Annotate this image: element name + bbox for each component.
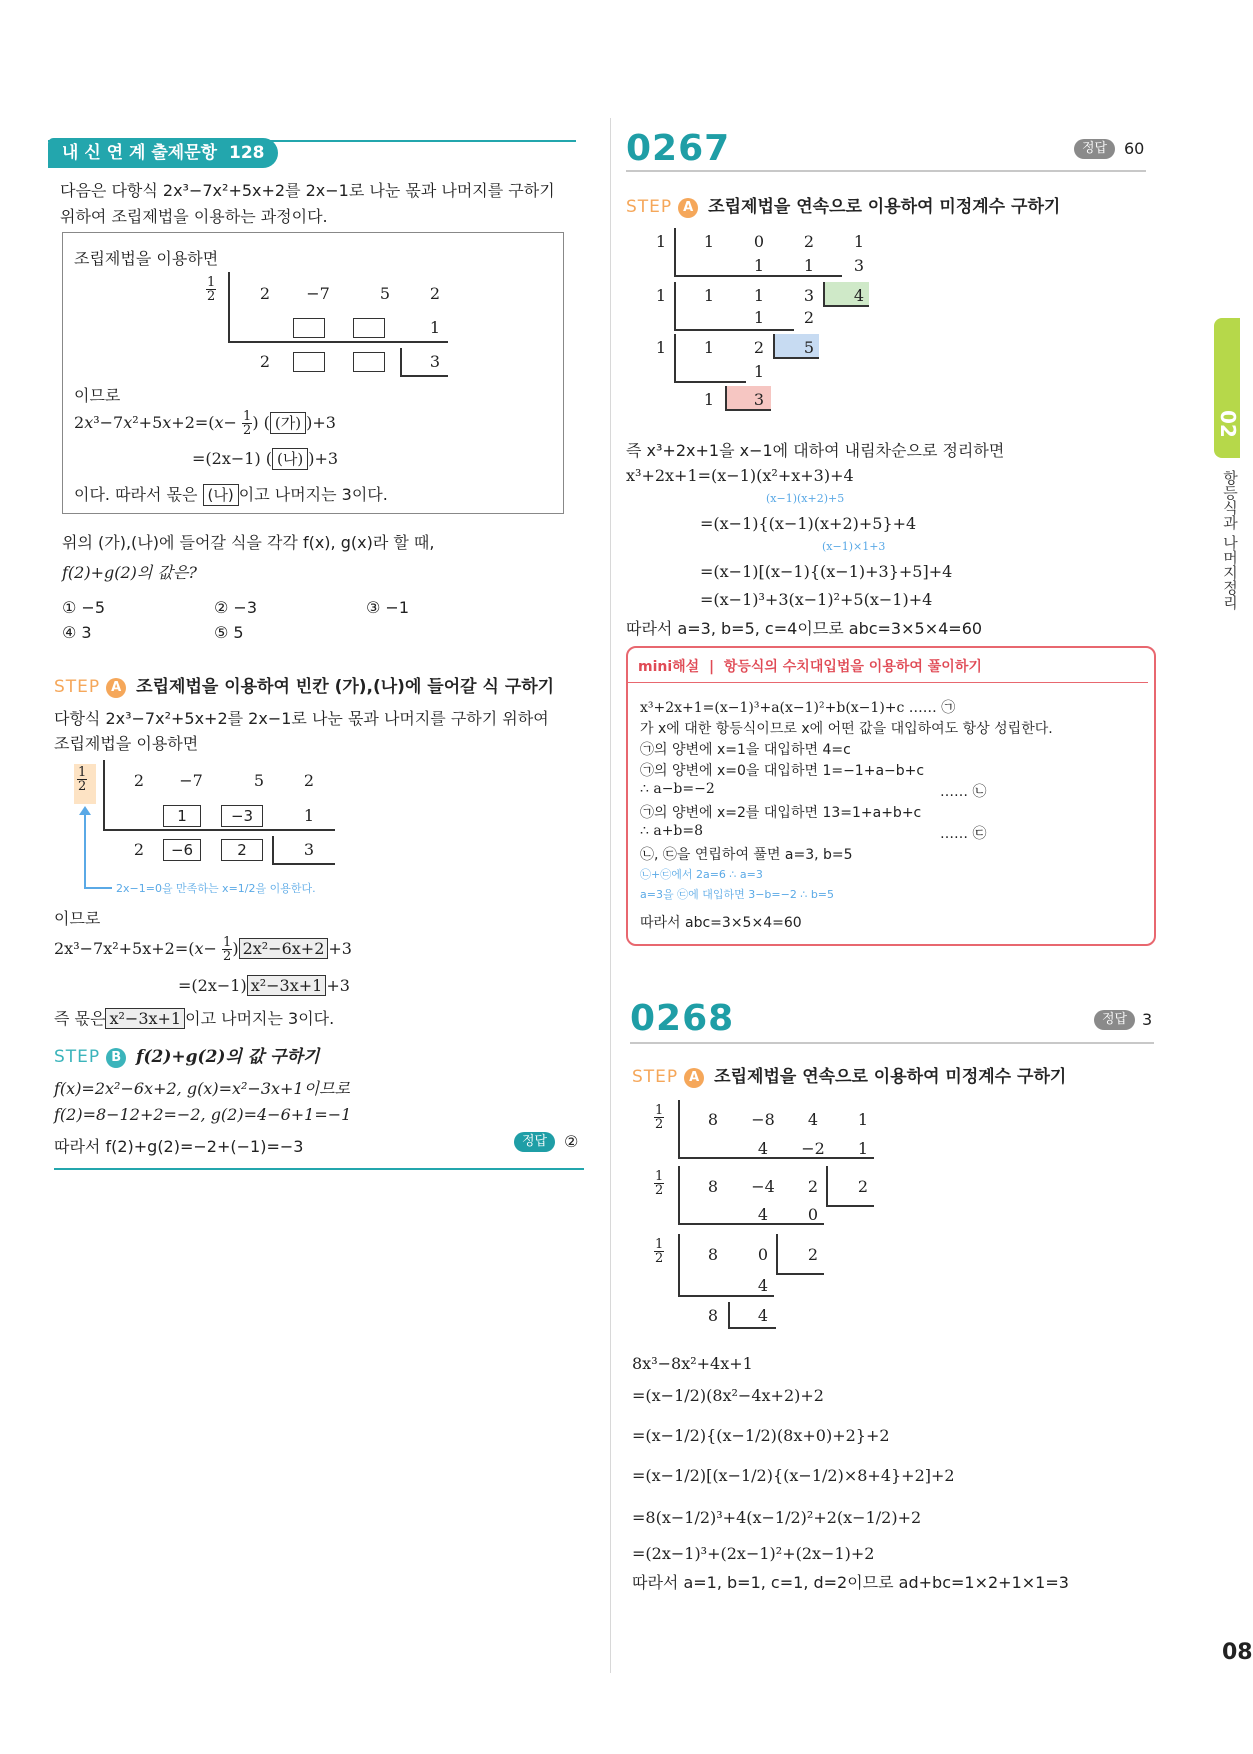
r5-2: 0: [757, 1245, 769, 1264]
e268-6: =(2x−1)³+(2x−1)²+(2x−1)+2: [632, 1544, 875, 1563]
r1-4: 1: [853, 232, 865, 251]
r3-1: 1: [703, 286, 715, 305]
rem-hline: [725, 409, 771, 411]
mini-line-2: 가 x에 대한 항등식이므로 x에 어떤 값을 대입하여도 항상 성립한다.: [640, 721, 1053, 737]
box-blank-cell: [353, 352, 385, 372]
r5-2: 2: [753, 338, 765, 357]
mini-line-1: x³+2x+1=(x−1)³+a(x−1)²+b(x−1)+c …… ㉠: [640, 700, 956, 716]
page-number: 08: [1222, 1640, 1253, 1665]
sa-imuro: 이므로: [54, 909, 101, 928]
div-half-2: $\frac{1}{2}$: [655, 1169, 664, 1198]
r2-1: 4: [757, 1139, 769, 1158]
r7-2: 4: [757, 1306, 769, 1325]
sa-eq1-lhs: 2x³−7x²+5x+2=: [54, 939, 189, 958]
mini-header: mini해설 | 항등식의 수치대입법을 이용하여 풀이하기: [638, 659, 982, 675]
box-eq2-end: )+3: [308, 449, 339, 468]
question-1: 위의 (가),(나)에 들어갈 식을 각각 f(x), g(x)라 할 때,: [62, 533, 435, 552]
div-vline: [678, 1234, 680, 1296]
choice-3[interactable]: ③ −1: [366, 598, 410, 617]
choice-1[interactable]: ① −5: [62, 598, 106, 617]
box-eq-2: [192, 448, 338, 470]
sa-eq2-lhs: =(2x−1): [178, 976, 247, 995]
n267-2: (x−1)(x+2)+5: [766, 492, 845, 505]
rem-hline: [728, 1327, 776, 1329]
box-top-2: −7: [306, 284, 330, 303]
r3-2: −4: [751, 1177, 775, 1196]
r2-2: −2: [801, 1139, 825, 1158]
box-rem-vline: [400, 348, 402, 376]
r5-1: 1: [703, 338, 715, 357]
mini-rule: [628, 682, 1148, 683]
e268-4: =(x−1/2)[(x−1/2){(x−1/2)×8+4}+2]+2: [632, 1466, 955, 1485]
step-b-circle: B: [106, 1048, 126, 1068]
div-hline: [678, 1295, 774, 1297]
r2-2: 1: [803, 256, 815, 275]
r4-2: 0: [807, 1205, 819, 1224]
box-top-3: 5: [379, 284, 391, 303]
div-half-3: $\frac{1}{2}$: [655, 1237, 664, 1266]
rem-hline: [826, 1205, 874, 1207]
box-top-1: 2: [259, 284, 271, 303]
r3-3: 3: [803, 286, 815, 305]
r3-1: 8: [707, 1177, 719, 1196]
source-tag-label: 내 신 연 계 출제문항: [62, 143, 218, 163]
sa-note: 2x−1=0을 만족하는 x=1/2을 이용한다.: [116, 882, 316, 895]
div-hline: [674, 381, 746, 383]
section-end-rule: [54, 1168, 584, 1170]
sa-mid-cell-1: 1: [163, 805, 201, 827]
n267-3: (x−1)×1+3: [822, 540, 886, 553]
sa-top-4: 2: [303, 771, 315, 790]
sa-eq-1: 2x³−7x²+5x+2=(x− $\frac{1}{2}$ ) 2x²−6x+2 +3: [54, 935, 352, 964]
r6-1: 1: [753, 362, 765, 381]
rem-hline: [823, 305, 869, 307]
r1-3: 4: [807, 1110, 819, 1129]
box-remainder: 3: [429, 352, 441, 371]
sa-top-2: −7: [179, 771, 203, 790]
r1-3: 2: [803, 232, 815, 251]
step-label: STEP: [626, 197, 673, 217]
r5-1: 8: [707, 1245, 719, 1264]
header-rule: [626, 170, 1146, 172]
mini-note-1: ㉡+㉢에서 2a=6 ∴ a=3: [640, 868, 763, 881]
sa-bot-cell-3: 2: [221, 839, 263, 861]
step-label: STEP: [632, 1067, 679, 1087]
answer-badge: 정답: [1094, 1010, 1135, 1030]
choice-2[interactable]: ② −3: [214, 598, 258, 617]
step-title: 조립제법을 연속으로 이용하여 미정계수 구하기: [708, 197, 1061, 217]
r3-4: 4: [853, 286, 865, 305]
r2-1: 1: [753, 256, 765, 275]
sa-eq1-end: +3: [328, 939, 352, 958]
step-a-circle: A: [684, 1068, 704, 1088]
question-2: f(2)+g(2)의 값은?: [62, 563, 197, 582]
sa-remainder: 3: [303, 840, 315, 859]
step-title: 조립제법을 연속으로 이용하여 미정계수 구하기: [714, 1067, 1067, 1087]
div-vline: [674, 334, 676, 382]
sa-bot-1: 2: [133, 840, 145, 859]
r5-3: 2: [807, 1245, 819, 1264]
sa-eq1-box: 2x²−6x+2: [239, 938, 329, 959]
choice-4[interactable]: ④ 3: [62, 623, 92, 642]
rem-vline: [728, 1302, 730, 1328]
t267-2: x³+2x+1=(x−1)(x²+x+3)+4: [626, 466, 854, 485]
note-arrow-line: [84, 887, 112, 889]
sa-eq2-end: +3: [326, 976, 350, 995]
div-1: 1: [655, 232, 667, 251]
box-divisor: $\frac{1}{2}$: [207, 275, 216, 304]
sa-div-hline: [103, 829, 335, 831]
mini-mark-2: …… ㉢: [940, 826, 987, 842]
source-tag: [48, 138, 278, 168]
r1-1: 8: [707, 1110, 719, 1129]
r7-1: 8: [707, 1306, 719, 1325]
sa-res-a: 즉 몫은: [54, 1009, 106, 1028]
mini-mark-1: …… ㉡: [940, 784, 987, 800]
t267-1: 즉 x³+2x+1을 x−1에 대하여 내림차순으로 정리하면: [626, 441, 1005, 460]
sa-mid-cell-2: −3: [221, 805, 263, 827]
div-half-1: $\frac{1}{2}$: [655, 1103, 664, 1132]
box-blank-cell: [353, 318, 385, 338]
box-eq1-end: )+3: [306, 413, 336, 432]
step-a-heading: [54, 672, 554, 698]
div-3: 1: [655, 338, 667, 357]
column-divider: [610, 118, 611, 1673]
sa-div-vline: [103, 760, 105, 830]
mini-note-2: a=3을 ㉢에 대입하면 3−b=−2 ∴ b=5: [640, 888, 835, 901]
div-vline: [674, 282, 676, 330]
e268-1: 8x³−8x²+4x+1: [632, 1354, 753, 1373]
box-eq2-lhs: =(2x−1) (: [192, 449, 273, 468]
box-div-hline: [228, 341, 448, 343]
sa-top-1: 2: [133, 771, 145, 790]
header-rule: [630, 1042, 1154, 1044]
r4-1: 4: [757, 1205, 769, 1224]
r1-4: 1: [857, 1110, 869, 1129]
sa-top-3: 5: [253, 771, 265, 790]
problem-box: [62, 232, 564, 514]
sa-rem-hline: [272, 863, 335, 865]
step-b-heading: [54, 1042, 319, 1068]
box-blank-cell: [293, 318, 325, 338]
mini-line-7: ∴ a+b=8: [640, 823, 704, 839]
intro-line-2: 위하여 조립제법을 이용하는 과정이다.: [60, 207, 328, 226]
mini-line-5: ∴ a−b=−2: [640, 781, 715, 797]
answer-value: ②: [564, 1132, 579, 1151]
r7-2: 3: [753, 390, 765, 409]
sb-line-1: f(x)=2x²−6x+2, g(x)=x²−3x+1이므로: [54, 1079, 350, 1098]
e268-2: =(x−1/2)(8x²−4x+2)+2: [632, 1386, 824, 1405]
step-a-title: 조립제법을 이용하여 빈칸 (가),(나)에 들어갈 식 구하기: [136, 677, 555, 697]
r4-1: 1: [753, 308, 765, 327]
r3-2: 1: [753, 286, 765, 305]
box-na-blank-2: (나): [203, 484, 239, 506]
box-last-b: 이고 나머지는 3이다.: [238, 485, 388, 504]
box-ga-blank: (가): [270, 412, 306, 434]
box-imuro: 이므로: [74, 386, 121, 405]
step-a-text-2: 조립제법을 이용하면: [54, 734, 199, 753]
sa-rem-vline: [272, 836, 274, 864]
t267-6: 따라서 a=3, b=5, c=4이므로 abc=3×5×4=60: [626, 619, 983, 638]
r2-3: 3: [853, 256, 865, 275]
source-tag-number: 128: [228, 143, 265, 163]
step-label: STEP: [54, 1047, 101, 1067]
answer-badge: 정답: [514, 1132, 555, 1152]
sa-eq2-box: x²−3x+1: [247, 975, 327, 996]
div-hline: [674, 275, 842, 277]
step-label: STEP: [54, 677, 101, 697]
box-intro: 조립제법을 이용하면: [74, 249, 219, 268]
step-b-title: f(2)+g(2)의 값 구하기: [136, 1047, 320, 1067]
r3-4: 2: [857, 1177, 869, 1196]
mini-label: mini해설: [638, 659, 700, 675]
sa-res-box: x²−3x+1: [105, 1008, 185, 1029]
answer-value: 60: [1124, 139, 1145, 158]
sa-bot-cell-2: −6: [163, 839, 201, 861]
step-a-heading: [632, 1062, 1066, 1088]
chapter-title: 항등식과 나머지정리: [1221, 470, 1239, 610]
sa-res-b: 이고 나머지는 3이다.: [185, 1009, 335, 1028]
div-vline: [674, 228, 676, 276]
mini-line-9: 따라서 abc=3×5×4=60: [640, 915, 802, 931]
box-rem-hline: [400, 375, 448, 377]
sa-eq-2: [178, 976, 350, 995]
box-last-a: 이다. 따라서 몫은: [74, 485, 198, 504]
r2-3: 1: [857, 1139, 869, 1158]
r6-1: 4: [757, 1276, 769, 1295]
mini-title: 항등식의 수치대입법을 이용하여 풀이하기: [723, 659, 982, 675]
mini-line-3: ㉠의 양변에 x=1을 대입하면 4=c: [640, 742, 851, 758]
mini-line-8: ㉡, ㉢을 연립하여 풀면 a=3, b=5: [640, 847, 853, 863]
sa-divisor: $\frac{1}{2}$: [78, 765, 87, 794]
box-top-4: 2: [429, 284, 441, 303]
problem-number-0268: 0268: [630, 998, 735, 1039]
box-eq-1: 2x³−7x²+5x+2=(x− $\frac{1}{2}$ ) ( (가) )+3: [74, 409, 336, 438]
t267-3: =(x−1){(x−1)(x+2)+5}+4: [700, 514, 917, 533]
step-a-heading: [626, 192, 1060, 218]
div-2: 1: [655, 286, 667, 305]
sb-line-2: f(2)=8−12+2=−2, g(2)=4−6+1=−1: [54, 1105, 352, 1124]
sa-result: [54, 1006, 334, 1029]
box-mid-last: 1: [429, 318, 441, 337]
chapter-tab-number: 02: [1216, 410, 1240, 438]
t267-5: =(x−1)³+3(x−1)²+5(x−1)+4: [700, 590, 933, 609]
answer-badge: 정답: [1074, 139, 1115, 159]
r4-2: 2: [803, 308, 815, 327]
e268-7: 따라서 a=1, b=1, c=1, d=2이므로 ad+bc=1×2+1×1=3: [632, 1573, 1069, 1592]
r1-2: −8: [751, 1110, 775, 1129]
mini-line-4: ㉠의 양변에 x=0을 대입하면 1=−1+a−b+c: [640, 763, 925, 779]
r5-3: 5: [803, 338, 815, 357]
sa-mid-3: 1: [303, 806, 315, 825]
rem-hline: [776, 1273, 824, 1275]
t267-4: =(x−1)[(x−1){(x−1)+3}+5]+4: [700, 562, 953, 581]
box-div-vline: [228, 272, 230, 342]
arrow-up-icon: [79, 806, 91, 815]
rem-vline: [725, 386, 727, 410]
div-vline: [678, 1166, 680, 1224]
sb-line-3: 따라서 f(2)+g(2)=−2+(−1)=−3: [54, 1137, 304, 1156]
choice-5[interactable]: ⑤ 5: [214, 623, 244, 642]
step-a-circle: A: [106, 678, 126, 698]
r3-3: 2: [807, 1177, 819, 1196]
mini-line-6: ㉠의 양변에 x=2를 대입하면 13=1+a+b+c: [640, 805, 922, 821]
step-a-text-1: 다항식 2x³−7x²+5x+2를 2x−1로 나눈 몫과 나머지를 구하기 위하여: [54, 709, 549, 728]
answer-value: 3: [1142, 1010, 1153, 1029]
e268-3: =(x−1/2){(x−1/2)(8x+0)+2}+2: [632, 1426, 890, 1445]
div-hline: [674, 329, 794, 331]
r1-2: 0: [753, 232, 765, 251]
box-na-blank: (나): [272, 448, 308, 470]
intro-line-1: 다음은 다항식 2x³−7x²+5x+2를 2x−1로 나눈 몫과 나머지를 구하기: [60, 181, 555, 200]
box-blank-cell: [293, 352, 325, 372]
note-arrow-line: [84, 812, 86, 888]
box-last: [74, 482, 388, 506]
r1-1: 1: [703, 232, 715, 251]
problem-number-0267: 0267: [626, 128, 731, 169]
box-bot-first: 2: [259, 352, 271, 371]
e268-5: =8(x−1/2)³+4(x−1/2)²+2(x−1/2)+2: [632, 1508, 922, 1527]
rem-hline: [773, 357, 819, 359]
r7-1: 1: [703, 390, 715, 409]
step-a-circle: A: [678, 198, 698, 218]
div-vline: [678, 1100, 680, 1158]
